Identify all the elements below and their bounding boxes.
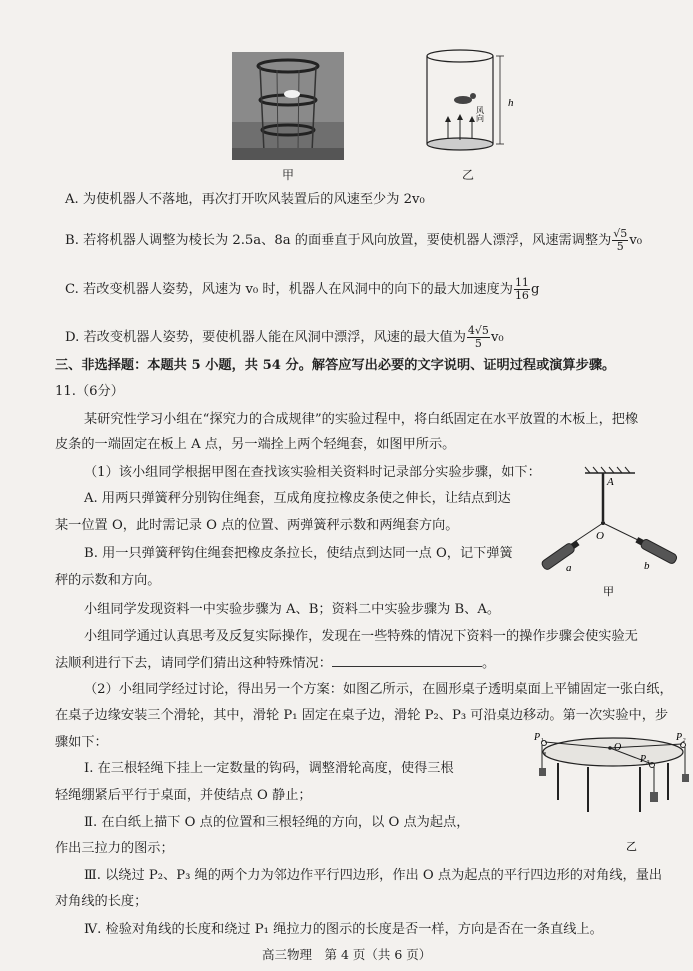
label-O: O <box>596 530 604 542</box>
step-1-line1: Ⅰ. 在三根轻绳下挂上一定数量的钩码，调整滑轮高度，使得三根 <box>84 761 454 776</box>
step-a-line1: A. 用两只弹簧秤分别钩住绳套，互成角度拉橡皮条使之伸长，让结点到达 <box>84 491 511 506</box>
step-a-line2: 某一位置 O，此时需记录 O 点的位置、两弹簧秤示数和两绳套方向。 <box>55 518 459 533</box>
label-P1: P₁ <box>534 732 544 743</box>
label-b: b <box>644 560 650 572</box>
caption-yi: 乙 <box>626 840 637 853</box>
caption-yi-top: 乙 <box>462 168 475 182</box>
step-1-line2: 轻绳绷紧后平行于桌面，并使结点 O 静止； <box>55 788 312 803</box>
paragraph-2: （1）该小组同学根据甲图在查找该实验相关资料时记录部分实验步骤，如下： <box>84 465 541 480</box>
wind-tunnel-diagram <box>420 46 530 164</box>
section-heading: 三、非选择题：本题共 5 小题，共 54 分。解答应写出必要的文字说明、证明过程或演算步骤。 <box>55 358 616 373</box>
option-c-fraction: $\frac{11}{16}$ <box>514 276 529 302</box>
paragraph-7b: 在桌子边缘安装三个滑轮，其中，滑轮 P₁ 固定在桌子边，滑轮 P₂、P₃ 可沿桌边移动。第一次实验中，步 <box>55 708 669 723</box>
label-P3: P₃ <box>640 754 650 765</box>
label-O-yi: O <box>614 742 622 753</box>
page-footer: 高三物理 第 4 页（共 6 页） <box>262 947 432 962</box>
step-3-line1: Ⅲ. 以绕过 P₂、P₃ 绳的两个力为邻边作平行四边形，作出 O 点为起点的平行四边形的对角线，量出 <box>84 868 663 883</box>
caption-jia-top: 甲 <box>282 168 295 182</box>
label-A: A <box>607 476 614 488</box>
option-b: B. 若将机器人调整为棱长为 2.5a、8a 的面垂直于风向放置，要使机器人漂浮，风速需调整为 $\frac{√5}{5}$ v₀ <box>65 227 643 253</box>
option-d: D. 若改变机器人姿势，要使机器人能在风洞中漂浮，风速的最大值为 $\frac{4√5}{5}$ v₀ <box>65 324 504 350</box>
option-c: C. 若改变机器人姿势，风速为 v₀ 时，机器人在风洞中的向下的最大加速度为 $\frac{11}{16}$ g <box>65 276 540 302</box>
option-b-fraction: $\frac{√5}{5}$ <box>613 227 628 253</box>
paragraph-6b: 法顺利进行下去，请同学们猜出这种特殊情况： 。 <box>55 656 496 671</box>
step-b-line2: 秤的示数和方向。 <box>55 573 161 588</box>
caption-jia: 甲 <box>603 585 614 598</box>
wind-label: 风向 <box>475 106 485 122</box>
wind-tunnel-photo <box>232 52 344 160</box>
option-a: A. 为使机器人不落地，再次打开吹风装置后的风速至少为 2v₀ <box>65 192 425 207</box>
paragraph-5: 小组同学发现资料一中实验步骤为 A、B；资料二中实验步骤为 B、A。 <box>84 602 501 617</box>
height-label: h <box>508 97 514 109</box>
step-3-line2: 对角线的长度； <box>55 894 148 909</box>
step-2-line2: 作出三拉力的图示； <box>55 841 174 856</box>
step-4: Ⅳ. 检验对角线的长度和绕过 P₁ 绳拉力的图示的长度是否一样，方向是否在一条直线上。 <box>84 922 603 937</box>
step-b-line1: B. 用一只弹簧秤钩住绳套把橡皮条拉长，使结点到达同一点 O，记下弹簧 <box>84 546 513 561</box>
paragraph-7a: （2）小组同学经过讨论，得出另一个方案：如图乙所示，在圆形桌子透明桌面上平铺固定一张白纸， <box>84 682 673 697</box>
figure-jia <box>540 463 690 603</box>
question-11-number: 11.（6分） <box>55 384 124 399</box>
option-d-fraction: $\frac{4√5}{5}$ <box>467 324 489 350</box>
paragraph-1b: 皮条的一端固定在板上 A 点，另一端拴上两个轻绳套，如图甲所示。 <box>55 437 456 452</box>
label-a: a <box>566 562 572 574</box>
paragraph-1a: 某研究性学习小组在“探究力的合成规律”的实验过程中，将白纸固定在水平放置的木板上，把橡 <box>84 412 639 427</box>
answer-blank[interactable] <box>332 654 482 667</box>
paragraph-7c: 骤如下： <box>55 735 108 750</box>
figure-yi <box>530 730 692 858</box>
label-P2: P₂ <box>676 732 686 743</box>
step-2-line1: Ⅱ. 在白纸上描下 O 点的位置和三根轻绳的方向，以 O 点为起点， <box>84 815 470 830</box>
paragraph-6a: 小组同学通过认真思考及反复实际操作，发现在一些特殊的情况下资料一的操作步骤会使实验无 <box>84 629 638 644</box>
